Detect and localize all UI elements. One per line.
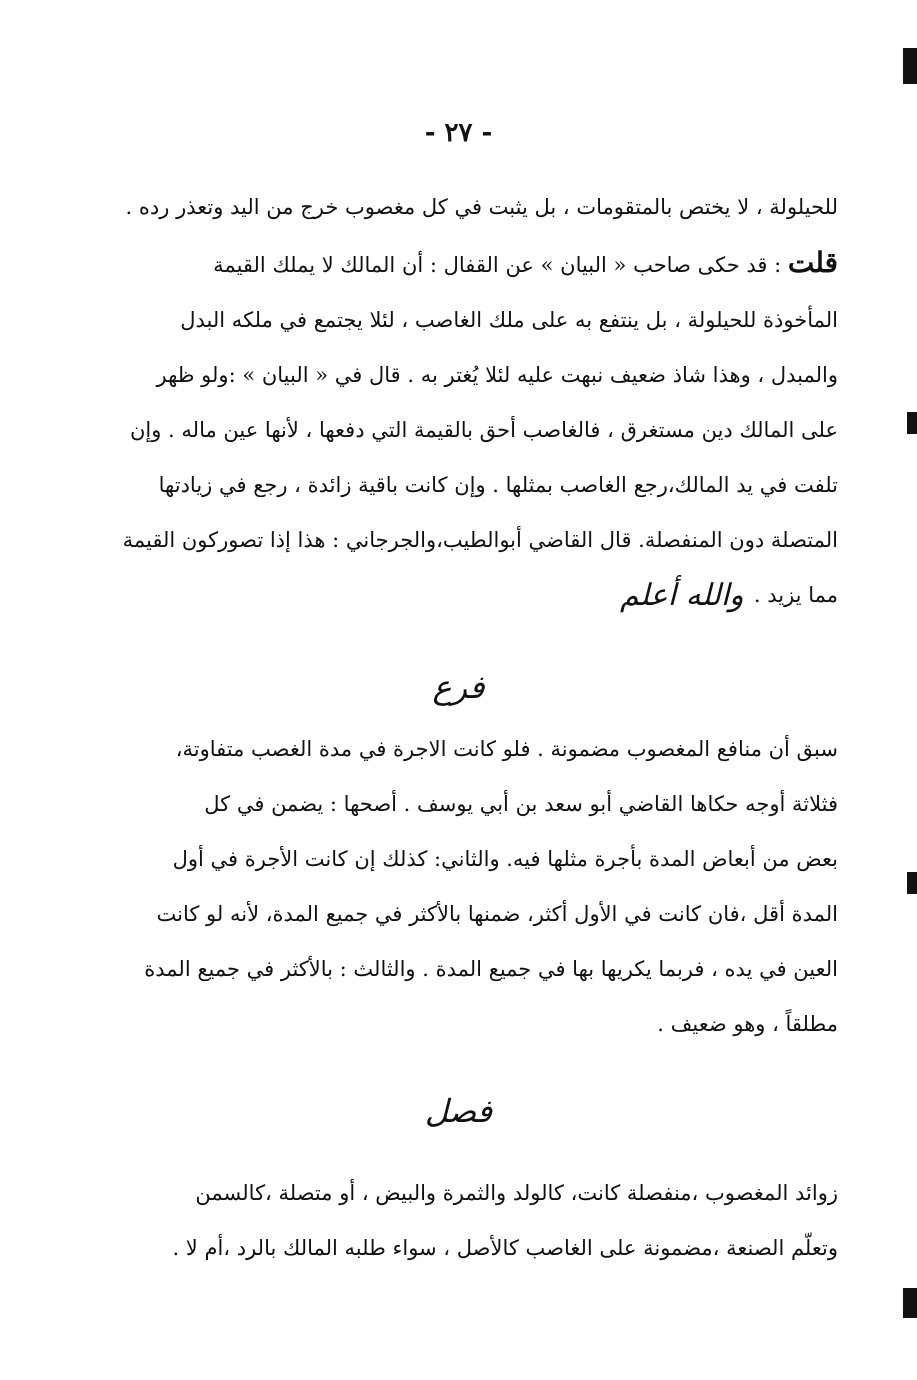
paragraph-2 xyxy=(108,722,838,1052)
text-line: المدة أقل ،فان كانت في الأول أكثر، ضمنها بالأكثر في جميع المدة، لأنه لو كانت xyxy=(156,902,838,926)
text-line: مطلقاً ، وهو ضعيف . xyxy=(657,1012,838,1036)
text-line: والمبدل ، وهذا شاذ ضعيف نبهت عليه لئلا يُغتر به . قال في « البيان » :ولو ظهر xyxy=(156,363,838,387)
section-heading-fasl: فصل xyxy=(424,1092,493,1130)
text-line: على المالك دين مستغرق ، فالغاصب أحق بالقيمة التي دفعها ، لأنها عين ماله . وإن xyxy=(129,418,838,442)
scan-edge-mark xyxy=(907,872,917,894)
lead-word: قلت xyxy=(787,246,838,279)
text-line: سبق أن منافع المغصوب مضمونة . فلو كانت الاجرة في مدة الغصب متفاوتة، xyxy=(175,737,838,761)
page-number: - ٢٧ - xyxy=(424,118,493,148)
text-line: بعض من أبعاض المدة بأجرة مثلها فيه. والثاني: كذلك إن كانت الأجرة في أول xyxy=(172,847,838,871)
closing-phrase: والله أعلم xyxy=(620,578,744,613)
text-line: قلت : قد حكى صاحب « البيان » عن القفال : أن المالك لا يملك القيمة xyxy=(213,246,838,279)
paragraph-1 xyxy=(108,180,838,623)
text-line: المتصلة دون المنفصلة. قال القاضي أبوالطيب،والجرجاني : هذا إذا تصوركون القيمة xyxy=(122,528,838,552)
text-line: فثلاثة أوجه حكاها القاضي أبو سعد بن أبي يوسف . أصحها : يضمن في كل xyxy=(204,792,838,816)
text-line: العين في يده ، فربما يكريها بها في جميع المدة . والثالث : بالأكثر في جميع المدة xyxy=(144,957,838,981)
section-heading-far: فرع xyxy=(432,668,485,706)
scan-edge-mark xyxy=(903,48,917,84)
text-line: المأخوذة للحيلولة ، بل ينتفع به على ملك الغاصب ، لئلا يجتمع في ملكه البدل xyxy=(180,308,838,332)
text-line: مما يزيد . xyxy=(753,583,838,607)
text-line: تلفت في يد المالك،رجع الغاصب بمثلها . وإن كانت باقية زائدة ، رجع في زيادتها xyxy=(158,473,838,497)
text-line: زوائد المغصوب ،منفصلة كانت، كالولد والثمرة والبيض ، أو متصلة ،كالسمن xyxy=(195,1181,838,1205)
paragraph-3 xyxy=(108,1166,838,1276)
text-line: للحيلولة ، لا يختص بالمتقومات ، بل يثبت في كل مغصوب خرج من اليد وتعذر رده . xyxy=(125,195,838,219)
scan-edge-mark xyxy=(907,412,917,434)
text-line: وتعلّم الصنعة ،مضمونة على الغاصب كالأصل ، سواء طلبه المالك بالرد ،أم لا . xyxy=(172,1236,838,1260)
scan-edge-mark xyxy=(903,1288,917,1318)
